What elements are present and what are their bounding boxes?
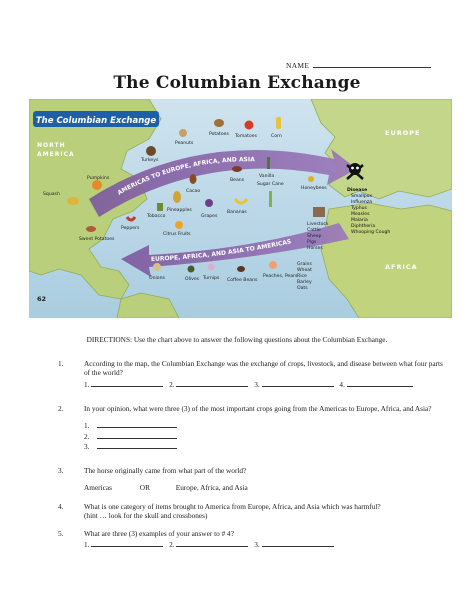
question-5-number: 5. bbox=[58, 529, 64, 538]
disease-whooping-cough: Whooping Cough bbox=[351, 230, 391, 235]
answer-blank-2[interactable] bbox=[97, 431, 177, 439]
item-pumpkins: Pumpkins bbox=[87, 176, 110, 181]
answer-label-1: 1. bbox=[84, 379, 90, 389]
question-2-text: In your opinion, what were three (3) of the most important crops going from the Americas to Europe, Africa, and Asia? bbox=[84, 404, 432, 413]
answer-label-3: 3. bbox=[84, 441, 90, 451]
item-sugar-cane: Sugar Cane bbox=[257, 182, 284, 187]
item-pineapples: Pineapples bbox=[167, 208, 192, 213]
item-onions: Onions bbox=[149, 276, 165, 281]
item-beans: Beans bbox=[230, 178, 245, 183]
option-americas[interactable]: Americas bbox=[84, 483, 112, 493]
item-grains: Grains bbox=[297, 262, 312, 267]
item-horses: Horses bbox=[307, 246, 323, 251]
option-europe-africa-asia[interactable]: Europe, Africa, and Asia bbox=[175, 483, 248, 493]
disease-typhus: Typhus bbox=[351, 206, 367, 211]
region-africa: AFRICA bbox=[385, 263, 418, 271]
option-or: OR bbox=[139, 483, 150, 493]
answer-label-3: 3. bbox=[254, 379, 260, 389]
item-tobacco: Tobacco bbox=[147, 214, 166, 219]
item-potatoes: Potatoes bbox=[209, 132, 229, 137]
answer-label-1: 1. bbox=[84, 421, 90, 431]
item-peppers: Peppers bbox=[121, 226, 140, 231]
answer-label-4: 4. bbox=[339, 379, 345, 389]
item-coffee-beans: Coffee Beans bbox=[227, 278, 258, 283]
item-bananas: Bananas bbox=[227, 210, 247, 215]
disease-diphtheria: Diphtheria bbox=[351, 224, 376, 229]
answer-blank-2[interactable] bbox=[176, 539, 248, 547]
question-4-hint: (hint … look for the skull and crossbones) bbox=[84, 511, 208, 521]
answer-label-2: 2. bbox=[169, 540, 175, 550]
question-1-number: 1. bbox=[58, 359, 64, 368]
item-wheat: Wheat bbox=[297, 268, 312, 273]
question-4-text: What is one category of items brought to America from Europe, Africa, and Asia which was harmful? bbox=[84, 502, 381, 511]
item-pigs: Pigs bbox=[307, 240, 317, 245]
item-honeybees: Honeybees bbox=[301, 186, 327, 191]
item-tomatoes: Tomatoes bbox=[235, 134, 257, 139]
map-banner-text: The Columbian Exchange bbox=[35, 116, 157, 126]
item-citrus-fruits: Citrus Fruits bbox=[163, 232, 191, 237]
name-label: NAME bbox=[286, 61, 310, 70]
region-north-america-line2: AMERICA bbox=[37, 151, 75, 158]
disease-title: Disease bbox=[347, 188, 368, 193]
page-title: The Columbian Exchange bbox=[113, 73, 361, 93]
answer-label-2: 2. bbox=[169, 379, 175, 389]
answer-blank-3[interactable] bbox=[262, 539, 334, 547]
answer-blank-1[interactable] bbox=[91, 539, 163, 547]
disease-smallpox: Smallpox bbox=[351, 194, 373, 199]
answer-blank-1[interactable] bbox=[97, 420, 177, 428]
question-3-number: 3. bbox=[58, 466, 64, 475]
question-5-answers bbox=[84, 539, 444, 549]
item-rice: Rice bbox=[297, 274, 307, 279]
item-vanilla: Vanilla bbox=[259, 174, 275, 179]
name-blank[interactable] bbox=[313, 60, 431, 68]
answer-blank-1[interactable] bbox=[91, 379, 163, 387]
directions: DIRECTIONS: Use the chart above to answer the following questions about the Columbian Exchange. bbox=[86, 335, 388, 344]
columbian-exchange-map bbox=[29, 99, 452, 318]
item-squash: Squash bbox=[43, 192, 60, 197]
item-sweet-potatoes: Sweet Potatoes bbox=[79, 237, 115, 242]
item-cattle: Cattle bbox=[307, 228, 321, 233]
item-turnips: Turnips bbox=[203, 276, 220, 281]
question-3-options bbox=[84, 483, 444, 492]
question-2-number: 2. bbox=[58, 404, 64, 413]
question-5-text: What are three (3) examples of your answer to # 4? bbox=[84, 529, 234, 538]
disease-measles: Measles bbox=[351, 212, 370, 217]
answer-blank-3[interactable] bbox=[262, 379, 334, 387]
item-olives: Olives bbox=[185, 277, 200, 282]
item-peanuts: Peanuts bbox=[175, 141, 194, 146]
item-cacao: Cacao bbox=[186, 189, 201, 194]
name-field-row bbox=[286, 60, 431, 70]
answer-label-2: 2. bbox=[84, 431, 90, 441]
item-turkeys: Turkeys bbox=[141, 158, 159, 163]
answer-blank-2[interactable] bbox=[176, 379, 248, 387]
question-3-text: The horse originally came from what part of the world? bbox=[84, 466, 247, 475]
question-4-number: 4. bbox=[58, 502, 64, 511]
item-barley: Barley bbox=[297, 280, 312, 285]
region-north-america-line1: NORTH bbox=[37, 142, 66, 149]
item-grapes: Grapes bbox=[201, 214, 218, 219]
disease-malaria: Malaria bbox=[351, 218, 368, 223]
arrow-top-label: AMERICAS TO EUROPE, AFRICA, AND ASIA bbox=[116, 156, 255, 197]
disease-influenza: Influenza bbox=[351, 200, 373, 205]
answer-blank-4[interactable] bbox=[347, 379, 413, 387]
question-1-text: According to the map, the Columbian Exchange was the exchange of crops, livestock, and disease between what four parts of the world? bbox=[84, 359, 443, 378]
item-peaches-pears: Peaches, Pears bbox=[263, 274, 298, 279]
map-page-number: 62 bbox=[37, 295, 47, 303]
europe-landmass bbox=[311, 99, 452, 199]
region-europe: EUROPE bbox=[385, 129, 421, 137]
answer-blank-3[interactable] bbox=[97, 441, 177, 449]
item-corn: Corn bbox=[271, 134, 282, 139]
question-1-answers bbox=[84, 379, 444, 389]
arrow-bottom-label: EUROPE, AFRICA, AND ASIA TO AMERICAS bbox=[150, 238, 292, 264]
answer-label-1: 1. bbox=[84, 540, 90, 550]
item-livestock: Livestock bbox=[307, 222, 329, 227]
item-sheep: Sheep bbox=[307, 234, 322, 239]
item-oats: Oats bbox=[297, 286, 308, 291]
answer-label-3: 3. bbox=[254, 540, 260, 550]
